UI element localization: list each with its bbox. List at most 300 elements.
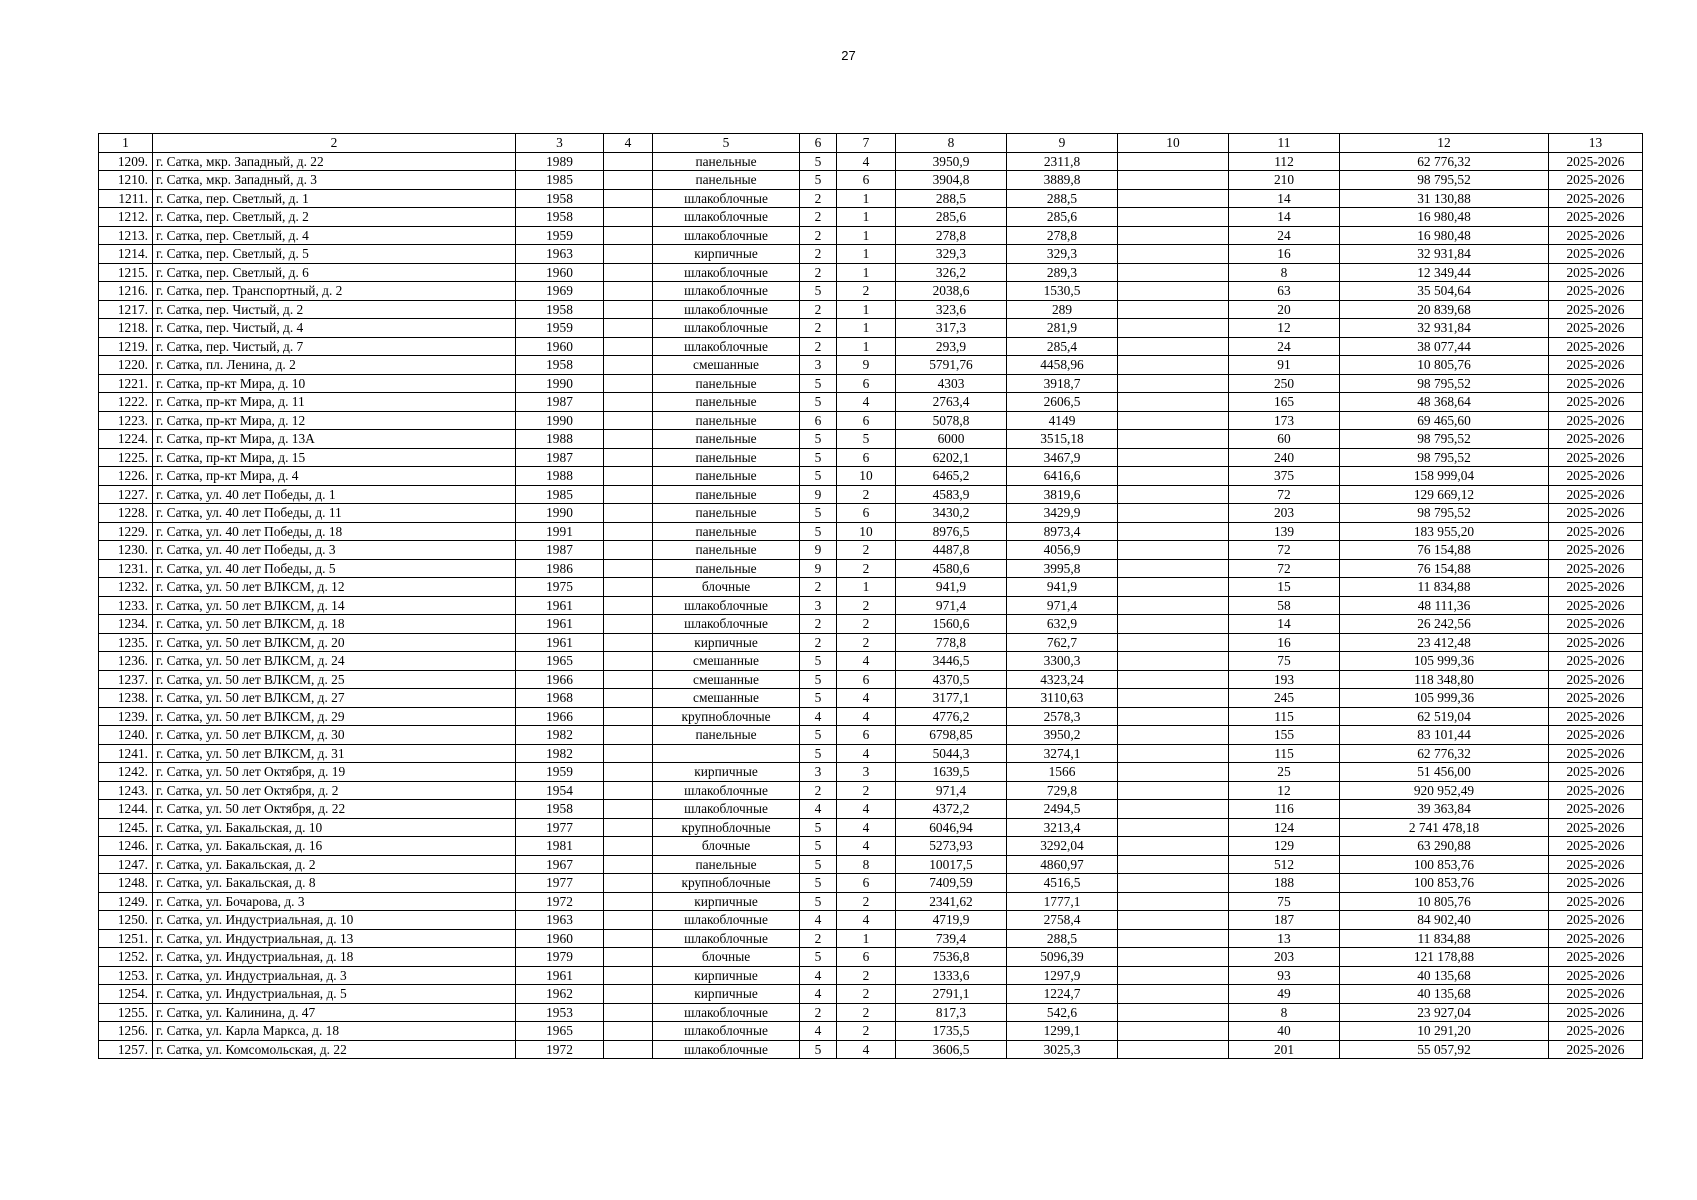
cell-row-number: 1254. — [99, 985, 153, 1004]
cell-year-built: 1979 — [516, 948, 604, 967]
table-row — [99, 356, 1643, 375]
cell-total-area: 971,4 — [896, 781, 1007, 800]
cell-total-area: 3950,9 — [896, 152, 1007, 171]
cell-address: г. Сатка, пр-кт Мира, д. 13А — [153, 430, 516, 449]
cell-period: 2025-2026 — [1549, 1040, 1643, 1059]
cell-period: 2025-2026 — [1549, 800, 1643, 819]
cell-floors: 2 — [800, 319, 837, 338]
cell-residential-area: 8973,4 — [1007, 522, 1118, 541]
cell-col-10 — [1118, 800, 1229, 819]
cell-period: 2025-2026 — [1549, 874, 1643, 893]
cell-entrances: 4 — [837, 152, 896, 171]
cell-period: 2025-2026 — [1549, 356, 1643, 375]
cell-period: 2025-2026 — [1549, 929, 1643, 948]
cell-entrances: 6 — [837, 670, 896, 689]
cell-cost: 12 349,44 — [1340, 263, 1549, 282]
cell-cost: 83 101,44 — [1340, 726, 1549, 745]
cell-cost: 31 130,88 — [1340, 189, 1549, 208]
cell-col-4 — [604, 726, 653, 745]
table-row — [99, 966, 1643, 985]
cell-floors: 5 — [800, 855, 837, 874]
cell-entrances: 1 — [837, 208, 896, 227]
table-row — [99, 337, 1643, 356]
cell-cost: 48 368,64 — [1340, 393, 1549, 412]
cell-year-built: 1985 — [516, 485, 604, 504]
table-row — [99, 652, 1643, 671]
cell-floors: 2 — [800, 929, 837, 948]
cell-total-area: 6046,94 — [896, 818, 1007, 837]
cell-entrances: 6 — [837, 948, 896, 967]
cell-cost: 16 980,48 — [1340, 208, 1549, 227]
cell-wall-material: панельные — [653, 467, 800, 486]
cell-period: 2025-2026 — [1549, 911, 1643, 930]
cell-col-4 — [604, 448, 653, 467]
cell-col-4 — [604, 541, 653, 560]
cell-address: г. Сатка, ул. Бакальская, д. 2 — [153, 855, 516, 874]
column-header-9: 9 — [1007, 134, 1118, 153]
cell-total-area: 2341,62 — [896, 892, 1007, 911]
cell-year-built: 1966 — [516, 670, 604, 689]
cell-residential-area: 3819,6 — [1007, 485, 1118, 504]
cell-residential-area: 285,6 — [1007, 208, 1118, 227]
cell-address: г. Сатка, ул. 50 лет Октября, д. 22 — [153, 800, 516, 819]
cell-col-10 — [1118, 929, 1229, 948]
cell-year-built: 1960 — [516, 337, 604, 356]
cell-floors: 5 — [800, 892, 837, 911]
cell-floors: 2 — [800, 300, 837, 319]
cell-address: г. Сатка, ул. 50 лет Октября, д. 19 — [153, 763, 516, 782]
cell-residential-area: 3300,3 — [1007, 652, 1118, 671]
cell-col-4 — [604, 744, 653, 763]
cell-row-number: 1244. — [99, 800, 153, 819]
cell-col-4 — [604, 504, 653, 523]
cell-row-number: 1216. — [99, 282, 153, 301]
cell-residential-area: 762,7 — [1007, 633, 1118, 652]
cell-entrances: 5 — [837, 430, 896, 449]
table-row — [99, 559, 1643, 578]
cell-address: г. Сатка, ул. 50 лет ВЛКСМ, д. 24 — [153, 652, 516, 671]
cell-residential-area: 3950,2 — [1007, 726, 1118, 745]
cell-wall-material: шлакоблочные — [653, 300, 800, 319]
cell-wall-material: кирпичные — [653, 633, 800, 652]
cell-total-area: 8976,5 — [896, 522, 1007, 541]
cell-residential-area: 4056,9 — [1007, 541, 1118, 560]
cell-row-number: 1256. — [99, 1022, 153, 1041]
cell-period: 2025-2026 — [1549, 726, 1643, 745]
cell-period: 2025-2026 — [1549, 633, 1643, 652]
cell-address: г. Сатка, ул. 40 лет Победы, д. 1 — [153, 485, 516, 504]
cell-period: 2025-2026 — [1549, 337, 1643, 356]
cell-year-built: 1990 — [516, 411, 604, 430]
cell-total-area: 2038,6 — [896, 282, 1007, 301]
cell-cost: 40 135,68 — [1340, 985, 1549, 1004]
cell-row-number: 1236. — [99, 652, 153, 671]
cell-period: 2025-2026 — [1549, 411, 1643, 430]
cell-address: г. Сатка, мкр. Западный, д. 22 — [153, 152, 516, 171]
cell-col-10 — [1118, 707, 1229, 726]
cell-wall-material: кирпичные — [653, 985, 800, 1004]
cell-total-area: 4370,5 — [896, 670, 1007, 689]
cell-wall-material: шлакоблочные — [653, 911, 800, 930]
cell-entrances: 10 — [837, 467, 896, 486]
cell-row-number: 1233. — [99, 596, 153, 615]
cell-residents: 24 — [1229, 337, 1340, 356]
cell-total-area: 3430,2 — [896, 504, 1007, 523]
table-row — [99, 633, 1643, 652]
cell-row-number: 1248. — [99, 874, 153, 893]
cell-year-built: 1987 — [516, 393, 604, 412]
cell-period: 2025-2026 — [1549, 855, 1643, 874]
cell-residents: 124 — [1229, 818, 1340, 837]
cell-col-4 — [604, 929, 653, 948]
cell-floors: 2 — [800, 615, 837, 634]
cell-residents: 188 — [1229, 874, 1340, 893]
cell-residents: 63 — [1229, 282, 1340, 301]
cell-row-number: 1232. — [99, 578, 153, 597]
table-row — [99, 171, 1643, 190]
cell-residents: 20 — [1229, 300, 1340, 319]
cell-residents: 210 — [1229, 171, 1340, 190]
table-row — [99, 393, 1643, 412]
cell-residents: 187 — [1229, 911, 1340, 930]
cell-col-4 — [604, 282, 653, 301]
cell-col-10 — [1118, 855, 1229, 874]
cell-address: г. Сатка, пр-кт Мира, д. 4 — [153, 467, 516, 486]
cell-residential-area: 281,9 — [1007, 319, 1118, 338]
cell-floors: 4 — [800, 911, 837, 930]
cell-col-10 — [1118, 874, 1229, 893]
cell-residential-area: 3918,7 — [1007, 374, 1118, 393]
cell-wall-material: панельные — [653, 504, 800, 523]
cell-wall-material: кирпичные — [653, 966, 800, 985]
cell-row-number: 1239. — [99, 707, 153, 726]
cell-row-number: 1257. — [99, 1040, 153, 1059]
cell-year-built: 1963 — [516, 245, 604, 264]
cell-floors: 5 — [800, 393, 837, 412]
cell-entrances: 6 — [837, 411, 896, 430]
table-row — [99, 504, 1643, 523]
cell-residential-area: 285,4 — [1007, 337, 1118, 356]
cell-col-10 — [1118, 1003, 1229, 1022]
cell-address: г. Сатка, мкр. Западный, д. 3 — [153, 171, 516, 190]
cell-floors: 4 — [800, 966, 837, 985]
cell-address: г. Сатка, пер. Светлый, д. 2 — [153, 208, 516, 227]
cell-floors: 5 — [800, 818, 837, 837]
cell-col-10 — [1118, 374, 1229, 393]
cell-wall-material: шлакоблочные — [653, 615, 800, 634]
cell-total-area: 317,3 — [896, 319, 1007, 338]
cell-floors: 5 — [800, 171, 837, 190]
table-row — [99, 744, 1643, 763]
cell-residential-area: 4458,96 — [1007, 356, 1118, 375]
cell-row-number: 1213. — [99, 226, 153, 245]
cell-address: г. Сатка, ул. 50 лет ВЛКСМ, д. 27 — [153, 689, 516, 708]
cell-row-number: 1249. — [99, 892, 153, 911]
cell-col-4 — [604, 874, 653, 893]
cell-col-10 — [1118, 837, 1229, 856]
cell-col-10 — [1118, 1040, 1229, 1059]
column-header-6: 6 — [800, 134, 837, 153]
cell-cost: 10 805,76 — [1340, 356, 1549, 375]
cell-residents: 14 — [1229, 615, 1340, 634]
cell-period: 2025-2026 — [1549, 596, 1643, 615]
table-row — [99, 615, 1643, 634]
cell-cost: 121 178,88 — [1340, 948, 1549, 967]
cell-period: 2025-2026 — [1549, 1003, 1643, 1022]
table-row — [99, 189, 1643, 208]
cell-col-10 — [1118, 541, 1229, 560]
cell-residential-area: 4516,5 — [1007, 874, 1118, 893]
cell-floors: 6 — [800, 411, 837, 430]
table-row — [99, 541, 1643, 560]
cell-col-10 — [1118, 393, 1229, 412]
cell-row-number: 1226. — [99, 467, 153, 486]
cell-residents: 8 — [1229, 263, 1340, 282]
cell-col-4 — [604, 485, 653, 504]
cell-residents: 12 — [1229, 319, 1340, 338]
page-number: 27 — [841, 48, 856, 63]
cell-col-10 — [1118, 1022, 1229, 1041]
cell-period: 2025-2026 — [1549, 189, 1643, 208]
table-row — [99, 448, 1643, 467]
table-row — [99, 670, 1643, 689]
cell-wall-material: шлакоблочные — [653, 282, 800, 301]
cell-residents: 15 — [1229, 578, 1340, 597]
cell-year-built: 1977 — [516, 818, 604, 837]
cell-entrances: 2 — [837, 615, 896, 634]
table-row — [99, 467, 1643, 486]
table-row — [99, 152, 1643, 171]
cell-period: 2025-2026 — [1549, 245, 1643, 264]
cell-residential-area: 542,6 — [1007, 1003, 1118, 1022]
table-row — [99, 911, 1643, 930]
cell-year-built: 1958 — [516, 208, 604, 227]
table-row — [99, 855, 1643, 874]
table-row — [99, 948, 1643, 967]
cell-total-area: 278,8 — [896, 226, 1007, 245]
cell-residents: 12 — [1229, 781, 1340, 800]
cell-period: 2025-2026 — [1549, 319, 1643, 338]
table-row — [99, 763, 1643, 782]
cell-cost: 23 412,48 — [1340, 633, 1549, 652]
cell-address: г. Сатка, ул. 50 лет ВЛКСМ, д. 30 — [153, 726, 516, 745]
cell-col-4 — [604, 781, 653, 800]
cell-address: г. Сатка, пер. Светлый, д. 5 — [153, 245, 516, 264]
cell-cost: 76 154,88 — [1340, 541, 1549, 560]
cell-row-number: 1240. — [99, 726, 153, 745]
cell-floors: 2 — [800, 1003, 837, 1022]
cell-col-10 — [1118, 356, 1229, 375]
cell-cost: 26 242,56 — [1340, 615, 1549, 634]
cell-address: г. Сатка, ул. 40 лет Победы, д. 5 — [153, 559, 516, 578]
cell-col-10 — [1118, 171, 1229, 190]
cell-col-10 — [1118, 578, 1229, 597]
cell-residential-area: 971,4 — [1007, 596, 1118, 615]
cell-year-built: 1988 — [516, 430, 604, 449]
cell-year-built: 1981 — [516, 837, 604, 856]
table-row — [99, 226, 1643, 245]
cell-wall-material: шлакоблочные — [653, 319, 800, 338]
cell-entrances: 2 — [837, 1003, 896, 1022]
cell-floors: 5 — [800, 948, 837, 967]
cell-residents: 14 — [1229, 208, 1340, 227]
cell-col-4 — [604, 707, 653, 726]
cell-residents: 75 — [1229, 652, 1340, 671]
cell-wall-material: блочные — [653, 578, 800, 597]
cell-wall-material: блочные — [653, 837, 800, 856]
cell-total-area: 778,8 — [896, 633, 1007, 652]
cell-period: 2025-2026 — [1549, 393, 1643, 412]
cell-total-area: 4303 — [896, 374, 1007, 393]
table-row — [99, 1003, 1643, 1022]
cell-year-built: 1987 — [516, 541, 604, 560]
cell-col-4 — [604, 800, 653, 819]
cell-floors: 5 — [800, 874, 837, 893]
cell-residential-area: 1566 — [1007, 763, 1118, 782]
cell-cost: 62 776,32 — [1340, 152, 1549, 171]
column-header-8: 8 — [896, 134, 1007, 153]
cell-col-10 — [1118, 245, 1229, 264]
cell-total-area: 2763,4 — [896, 393, 1007, 412]
table-row — [99, 430, 1643, 449]
cell-row-number: 1214. — [99, 245, 153, 264]
cell-residents: 112 — [1229, 152, 1340, 171]
cell-total-area: 323,6 — [896, 300, 1007, 319]
cell-address: г. Сатка, пр-кт Мира, д. 12 — [153, 411, 516, 430]
cell-col-4 — [604, 374, 653, 393]
cell-wall-material: панельные — [653, 393, 800, 412]
cell-residential-area: 3110,63 — [1007, 689, 1118, 708]
cell-wall-material: панельные — [653, 726, 800, 745]
cell-year-built: 1990 — [516, 374, 604, 393]
cell-cost: 32 931,84 — [1340, 319, 1549, 338]
cell-entrances: 3 — [837, 763, 896, 782]
cell-residential-area: 3889,8 — [1007, 171, 1118, 190]
cell-year-built: 1953 — [516, 1003, 604, 1022]
cell-col-4 — [604, 1022, 653, 1041]
cell-row-number: 1218. — [99, 319, 153, 338]
cell-residents: 93 — [1229, 966, 1340, 985]
cell-wall-material: крупноблочные — [653, 818, 800, 837]
cell-period: 2025-2026 — [1549, 892, 1643, 911]
cell-row-number: 1219. — [99, 337, 153, 356]
cell-col-4 — [604, 467, 653, 486]
table-row — [99, 781, 1643, 800]
cell-row-number: 1210. — [99, 171, 153, 190]
cell-wall-material: смешанные — [653, 689, 800, 708]
cell-row-number: 1243. — [99, 781, 153, 800]
cell-residents: 193 — [1229, 670, 1340, 689]
cell-year-built: 1967 — [516, 855, 604, 874]
cell-wall-material: панельные — [653, 374, 800, 393]
cell-floors: 5 — [800, 430, 837, 449]
cell-address: г. Сатка, ул. 40 лет Победы, д. 11 — [153, 504, 516, 523]
cell-total-area: 10017,5 — [896, 855, 1007, 874]
cell-residential-area: 3292,04 — [1007, 837, 1118, 856]
cell-cost: 98 795,52 — [1340, 374, 1549, 393]
cell-period: 2025-2026 — [1549, 781, 1643, 800]
cell-residential-area: 4323,24 — [1007, 670, 1118, 689]
cell-floors: 5 — [800, 837, 837, 856]
cell-entrances: 10 — [837, 522, 896, 541]
table-row — [99, 578, 1643, 597]
cell-cost: 10 291,20 — [1340, 1022, 1549, 1041]
cell-wall-material: панельные — [653, 430, 800, 449]
cell-col-10 — [1118, 319, 1229, 338]
cell-residents: 115 — [1229, 707, 1340, 726]
cell-entrances: 6 — [837, 448, 896, 467]
cell-floors: 2 — [800, 633, 837, 652]
table-row — [99, 874, 1643, 893]
cell-residents: 40 — [1229, 1022, 1340, 1041]
cell-row-number: 1215. — [99, 263, 153, 282]
cell-col-10 — [1118, 596, 1229, 615]
cell-wall-material: шлакоблочные — [653, 800, 800, 819]
cell-residents: 8 — [1229, 1003, 1340, 1022]
cell-year-built: 1991 — [516, 522, 604, 541]
cell-residential-area: 1530,5 — [1007, 282, 1118, 301]
cell-address: г. Сатка, ул. Карла Маркса, д. 18 — [153, 1022, 516, 1041]
cell-col-4 — [604, 855, 653, 874]
cell-period: 2025-2026 — [1549, 744, 1643, 763]
cell-entrances: 9 — [837, 356, 896, 375]
cell-year-built: 1968 — [516, 689, 604, 708]
cell-cost: 55 057,92 — [1340, 1040, 1549, 1059]
cell-residents: 49 — [1229, 985, 1340, 1004]
cell-residents: 25 — [1229, 763, 1340, 782]
cell-wall-material: панельные — [653, 541, 800, 560]
cell-wall-material: панельные — [653, 855, 800, 874]
cell-entrances: 4 — [837, 689, 896, 708]
cell-entrances: 2 — [837, 985, 896, 1004]
cell-col-10 — [1118, 966, 1229, 985]
cell-residents: 139 — [1229, 522, 1340, 541]
cell-col-4 — [604, 319, 653, 338]
cell-total-area: 5044,3 — [896, 744, 1007, 763]
cell-year-built: 1958 — [516, 300, 604, 319]
cell-residential-area: 1299,1 — [1007, 1022, 1118, 1041]
cell-entrances: 2 — [837, 892, 896, 911]
cell-entrances: 2 — [837, 633, 896, 652]
cell-residents: 173 — [1229, 411, 1340, 430]
cell-col-4 — [604, 300, 653, 319]
cell-year-built: 1982 — [516, 726, 604, 745]
cell-total-area: 1735,5 — [896, 1022, 1007, 1041]
cell-row-number: 1221. — [99, 374, 153, 393]
cell-address: г. Сатка, ул. 50 лет ВЛКСМ, д. 20 — [153, 633, 516, 652]
table-row — [99, 263, 1643, 282]
cell-year-built: 1963 — [516, 911, 604, 930]
cell-col-10 — [1118, 559, 1229, 578]
cell-total-area: 1639,5 — [896, 763, 1007, 782]
cell-period: 2025-2026 — [1549, 226, 1643, 245]
cell-period: 2025-2026 — [1549, 578, 1643, 597]
cell-year-built: 1975 — [516, 578, 604, 597]
column-header-3: 3 — [516, 134, 604, 153]
cell-row-number: 1250. — [99, 911, 153, 930]
cell-year-built: 1969 — [516, 282, 604, 301]
cell-floors: 5 — [800, 652, 837, 671]
cell-col-10 — [1118, 522, 1229, 541]
cell-col-10 — [1118, 504, 1229, 523]
cell-address: г. Сатка, ул. 50 лет Октября, д. 2 — [153, 781, 516, 800]
cell-row-number: 1230. — [99, 541, 153, 560]
cell-total-area: 817,3 — [896, 1003, 1007, 1022]
cell-entrances: 6 — [837, 504, 896, 523]
table-row — [99, 245, 1643, 264]
cell-floors: 5 — [800, 448, 837, 467]
cell-address: г. Сатка, ул. 40 лет Победы, д. 3 — [153, 541, 516, 560]
